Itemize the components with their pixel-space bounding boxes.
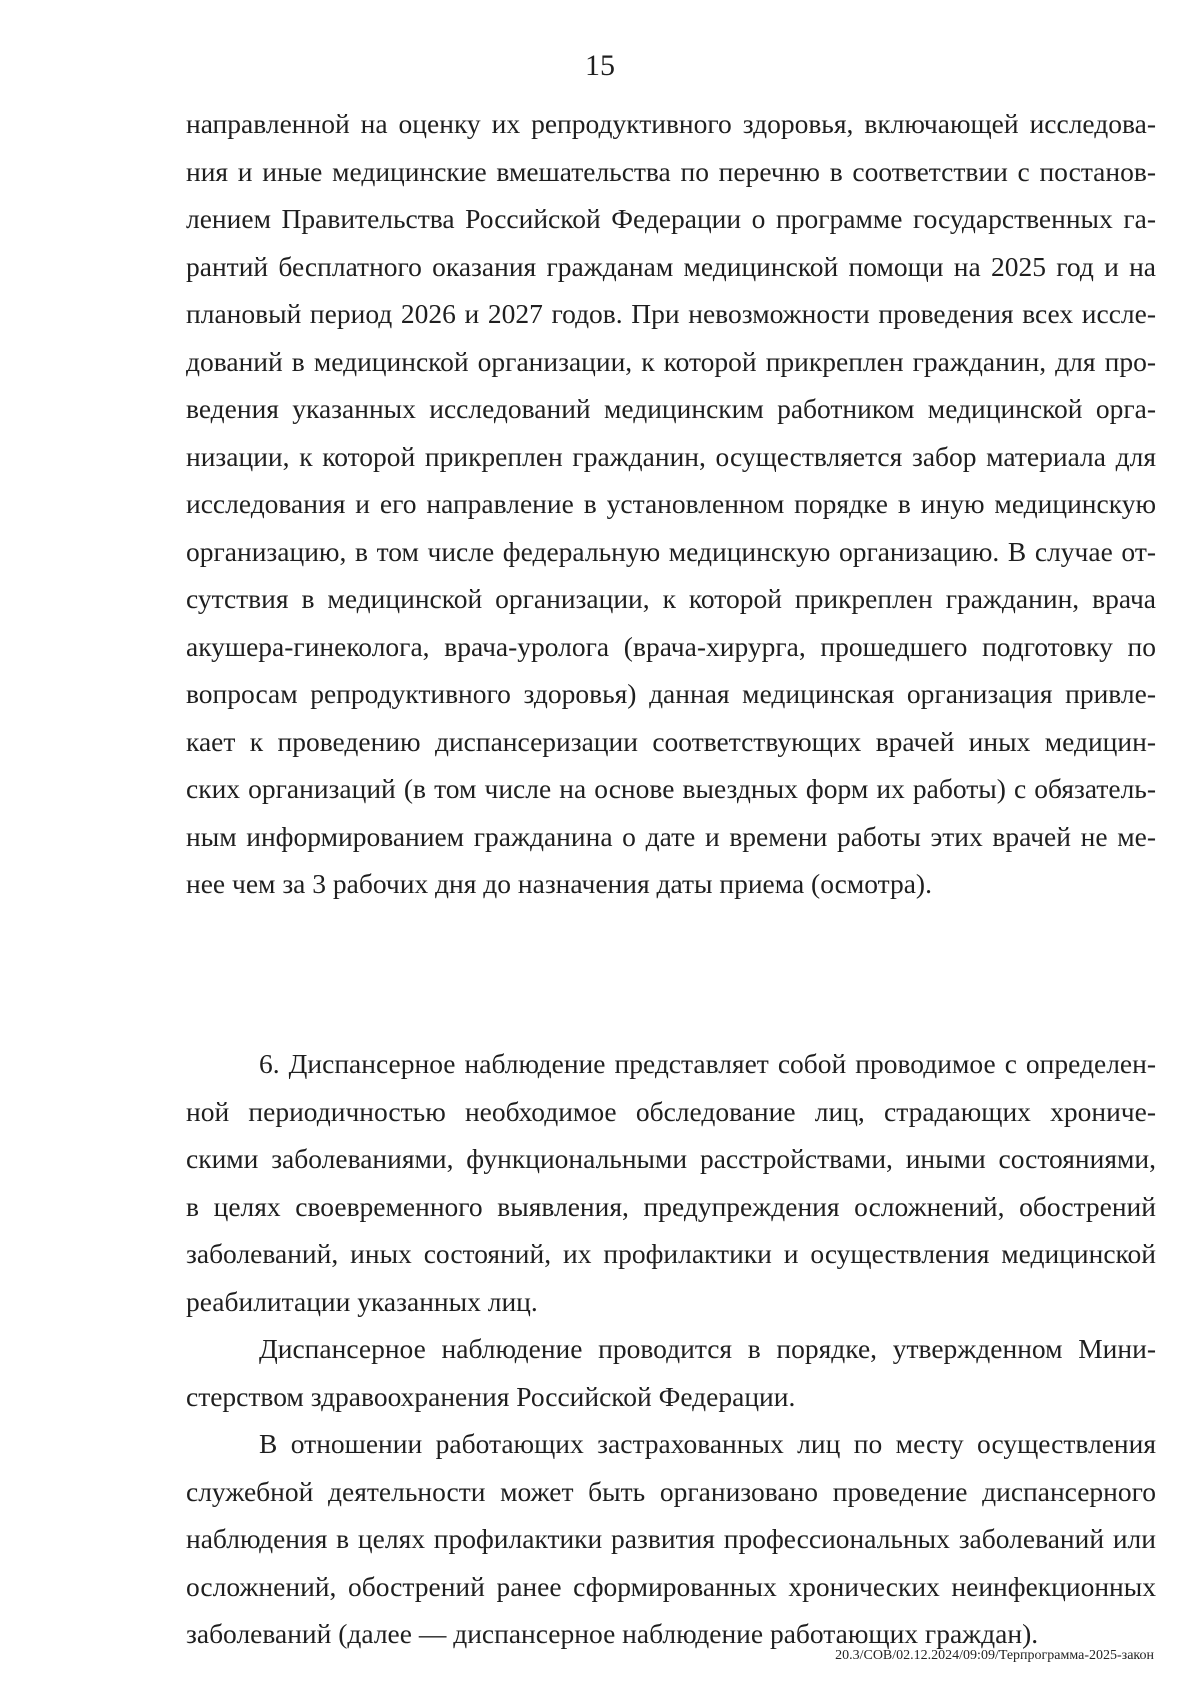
text-line: стерством здравоохранения Российской Федерации. bbox=[186, 1380, 796, 1412]
main-text bbox=[186, 1040, 1156, 1658]
text-line: заболеваний, иных состояний, их профилактики и осуществления медицинской bbox=[186, 1238, 1156, 1269]
text-line: дований в медицинской организации, к которой прикреплен гражданин, для про- bbox=[186, 345, 1156, 377]
text-line: вопросам репродуктивного здоровья) данная медицинская организация привле- bbox=[186, 678, 1156, 709]
text-line: В отношении работающих застрахованных лиц по месту осуществления bbox=[259, 1428, 1156, 1459]
text-line: низации, к которой прикреплен гражданин, осуществляется забор материала для bbox=[186, 440, 1156, 472]
text-line: заболеваний (далее — диспансерное наблюдение работающих граждан). bbox=[186, 1618, 1039, 1649]
workers-paragraph bbox=[186, 1420, 1156, 1658]
section-6-paragraph bbox=[186, 1040, 1156, 1325]
text-line: сутствия в медицинской организации, к которой прикреплен гражданин, врача bbox=[186, 583, 1156, 614]
continuation-paragraph bbox=[186, 100, 1156, 908]
text-line: ной периодичностью необходимое обследование лиц, страдающих хрониче- bbox=[186, 1095, 1156, 1127]
text-line: реабилитации указанных лиц. bbox=[186, 1285, 538, 1317]
text-line: лением Правительства Российской Федерации о программе государственных га- bbox=[186, 203, 1156, 234]
text-line: 6. Диспансерное наблюдение представляет собой проводимое с определен- bbox=[259, 1048, 1156, 1079]
text-line: организацию, в том числе федеральную медицинскую организацию. В случае от- bbox=[186, 535, 1156, 567]
text-line: Диспансерное наблюдение проводится в порядке, утвержденном Мини- bbox=[259, 1333, 1156, 1364]
text-line: направленной на оценку их репродуктивного здоровья, включающей исследова- bbox=[186, 108, 1156, 139]
text-line: служебной деятельности может быть организовано проведение диспансерного bbox=[186, 1475, 1156, 1507]
text-line: осложнений, обострений ранее сформированных хронических неинфекционных bbox=[186, 1570, 1156, 1602]
text-line: ния и иные медицинские вмешательства по перечню в соответствии с постанов- bbox=[186, 155, 1156, 187]
text-line: исследования и его направление в установленном порядке в иную медицинскую bbox=[186, 488, 1156, 519]
text-line: ным информированием гражданина о дате и времени работы этих врачей не ме- bbox=[186, 820, 1156, 852]
text-line: рантий бесплатного оказания гражданам медицинской помощи на 2025 год и на bbox=[186, 250, 1156, 282]
text-line: нее чем за 3 рабочих дня до назначения даты приема (осмотра). bbox=[186, 868, 932, 899]
text-line: в целях своевременного выявления, предупреждения осложнений, обострений bbox=[186, 1190, 1156, 1222]
text-line: ских организаций (в том числе на основе выездных форм их работы) с обязатель- bbox=[186, 773, 1156, 804]
text-line: акушера-гинеколога, врача-уролога (врача-хирурга, прошедшего подготовку по bbox=[186, 630, 1156, 662]
text-line: ведения указанных исследований медицинским работником медицинской орга- bbox=[186, 393, 1156, 424]
text-line: кает к проведению диспансеризации соответствующих врачей иных медицин- bbox=[186, 725, 1156, 757]
text-line: скими заболеваниями, функциональными расстройствами, иными состояниями, bbox=[186, 1143, 1156, 1174]
document-reference-footer: 20.3/СОВ/02.12.2024/09:09/Терпрограмма-2025-закон bbox=[835, 1648, 1154, 1663]
text-line: плановый период 2026 и 2027 годов. При невозможности проведения всех иссле- bbox=[186, 298, 1156, 329]
text-line: наблюдения в целях профилактики развития профессиональных заболеваний или bbox=[186, 1523, 1156, 1554]
page-number: 15 bbox=[585, 49, 615, 82]
procedure-paragraph bbox=[186, 1325, 1156, 1420]
